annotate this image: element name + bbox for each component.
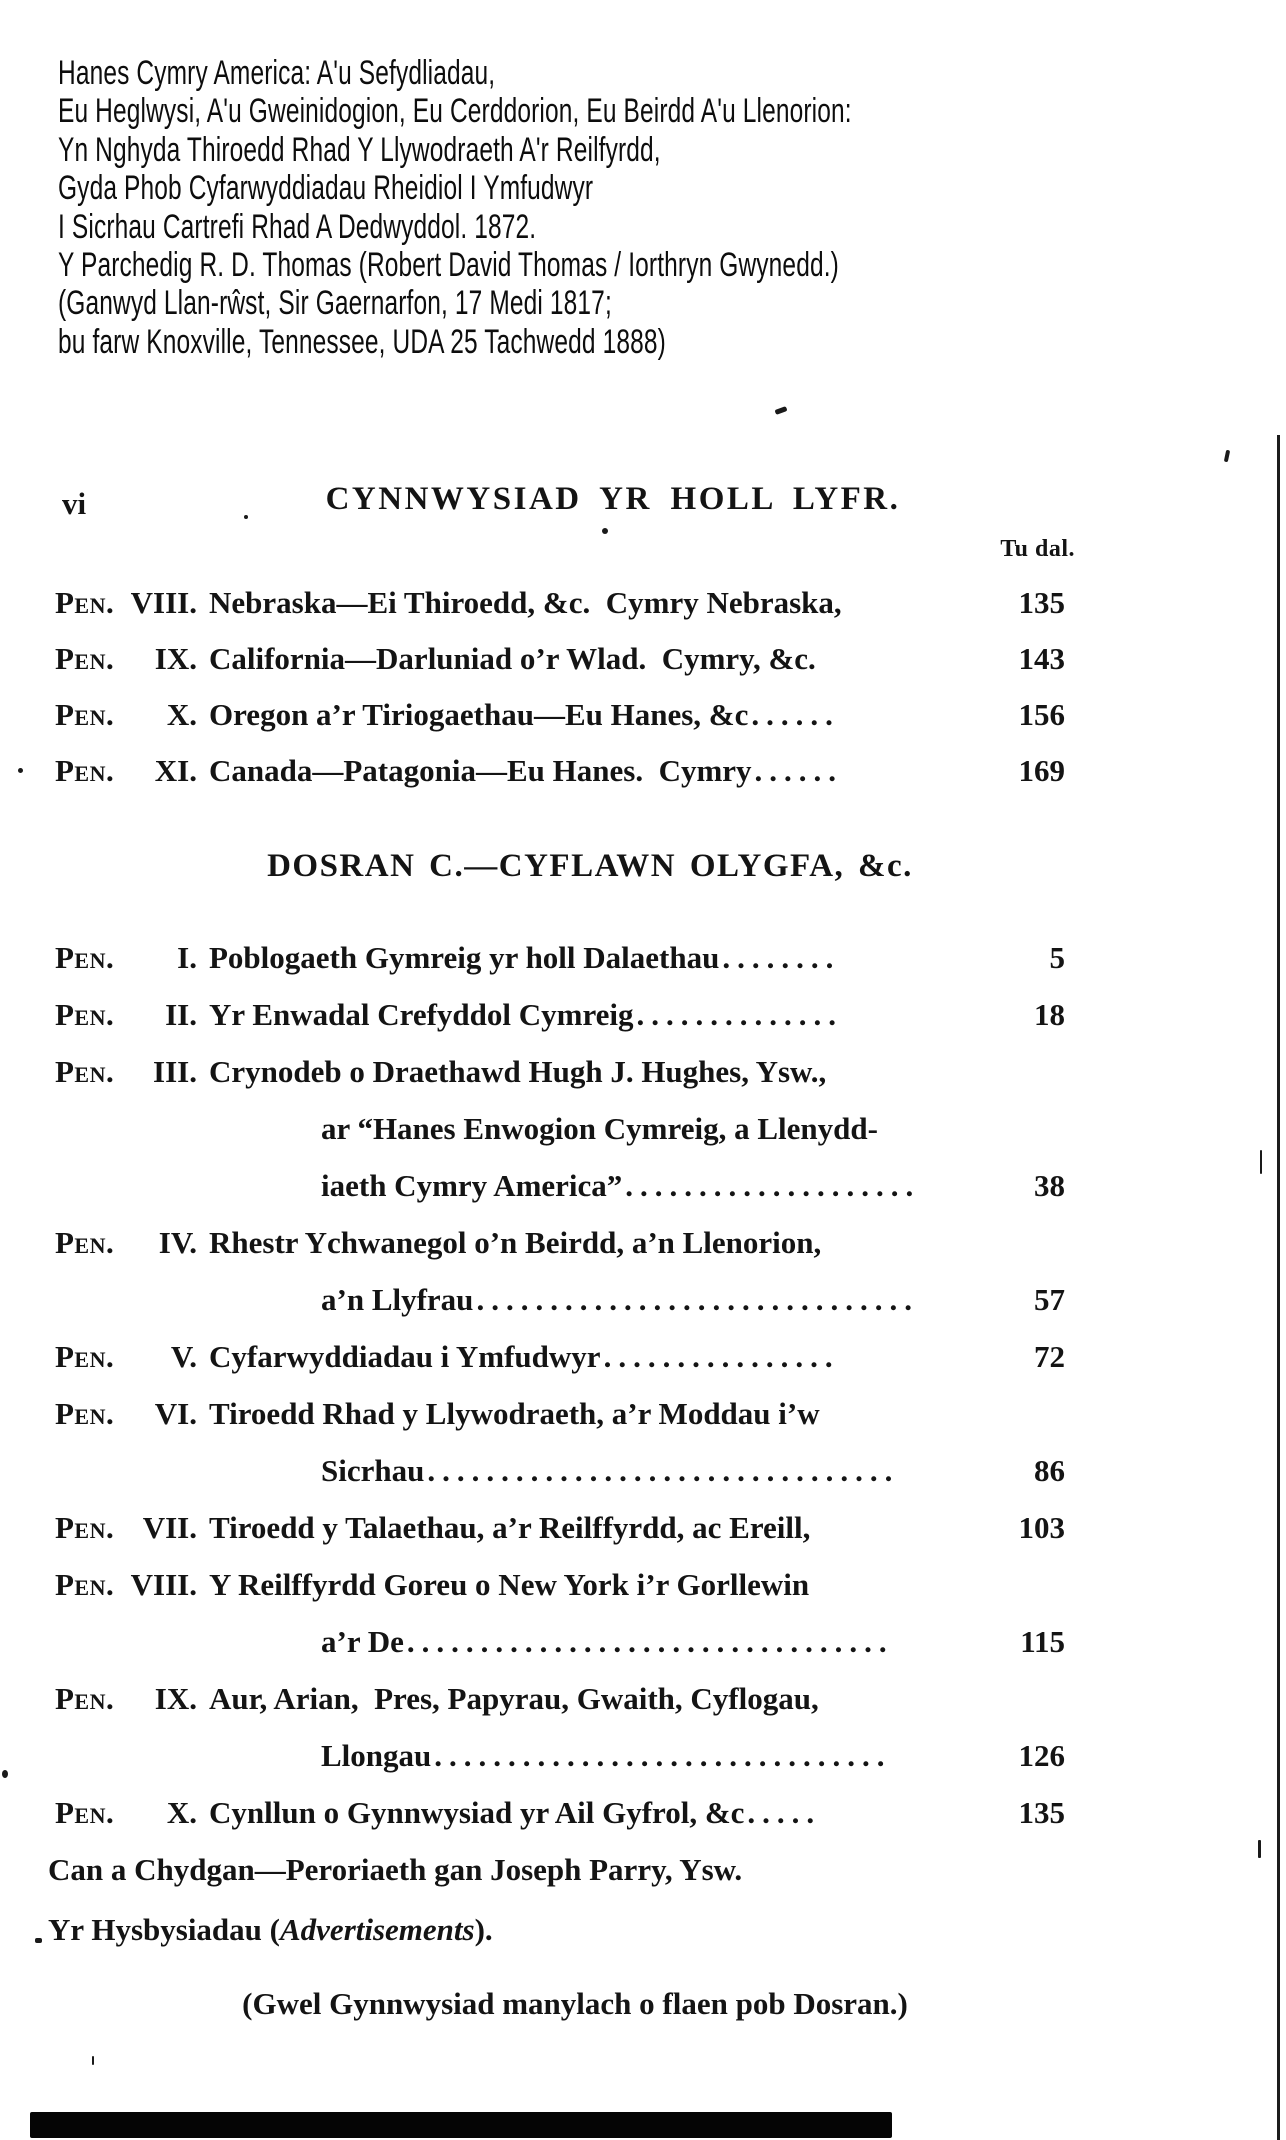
scan-bottom-bar: [30, 2112, 892, 2138]
footer-adv-prefix: Yr Hysbysiadau (: [48, 1912, 280, 1947]
dot-leader: ....................: [625, 1168, 921, 1203]
page-title: CYNNWYSIAD YR HOLL LYFR.: [325, 481, 901, 517]
toc-entry-text: [197, 697, 995, 733]
toc-entry-text: [197, 1054, 995, 1090]
header-line: (Ganwyd Llan-rŵst, Sir Gaernarfon, 17 Medi 1817;: [58, 284, 612, 323]
header-line: Y Parchedig R. D. Thomas (Robert David Thomas / Iorthryn Gwynedd.): [58, 246, 839, 285]
toc-pen-label: Pen.: [55, 641, 115, 676]
toc-row: [55, 997, 1065, 1054]
toc-row: [55, 1054, 1065, 1111]
header-line: bu farw Knoxville, Tennessee, UDA 25 Tachwedd 1888): [58, 322, 666, 361]
toc-row: [55, 940, 1065, 997]
scan-speck: [2, 1770, 8, 1778]
dot-leader: .....: [747, 1795, 822, 1830]
toc-page-number: 169: [1018, 753, 1065, 788]
dot-leader: ..............: [636, 997, 844, 1032]
toc-pen-label: Pen.: [55, 940, 115, 975]
toc-chapter-numeral: VIII.: [130, 585, 197, 620]
header-line: Gyda Phob Cyfarwyddiadau Rheidiol I Ymfudwyr: [58, 169, 594, 208]
toc-page-number: 86: [1034, 1453, 1065, 1488]
folio-number: vi: [62, 486, 87, 521]
scan-edge-line: [1277, 435, 1280, 2140]
toc-chapter-numeral: X.: [166, 697, 197, 732]
toc-chapter-numeral: VIII.: [130, 1567, 197, 1602]
toc-entry-text: [197, 1225, 995, 1261]
toc-row: [55, 1225, 1065, 1282]
toc-row: [55, 1339, 1065, 1396]
toc-entry-text: [197, 1795, 995, 1831]
toc-chapter-numeral: VI.: [154, 1396, 197, 1431]
toc-entry-text: [197, 1282, 995, 1318]
scan-speck: [35, 1938, 42, 1943]
toc-page-number: 103: [1018, 1510, 1065, 1545]
toc-page-number: 72: [1034, 1339, 1065, 1374]
scan-speck: [1224, 450, 1230, 463]
toc-entry-text: [197, 1396, 995, 1432]
dot-leader: ........: [722, 940, 841, 975]
toc-row: [55, 1681, 1065, 1738]
toc-pen-label: Pen.: [55, 1510, 115, 1545]
toc-pen-label: Pen.: [55, 997, 115, 1032]
toc-entry-title: Nebraska—Ei Thiroedd, &c. Cymry Nebraska,: [209, 585, 842, 620]
toc-row: [55, 1111, 1065, 1168]
toc-entry-title: Tiroedd Rhad y Llywodraeth, a’r Moddau i’w: [209, 1396, 820, 1431]
header-line: Hanes Cymry America: A'u Sefydliadau,: [58, 54, 496, 92]
footer-song-line: Can a Chydgan—Peroriaeth gan Joseph Parry, Ysw.: [48, 1852, 743, 1887]
toc-row: [55, 697, 1065, 753]
scan-speck: [244, 515, 248, 519]
toc-entry-title: Cynllun o Gynnwysiad yr Ail Gyfrol, &c: [209, 1795, 745, 1830]
toc-entry-text: [197, 1111, 995, 1147]
toc-entry-title: Yr Enwadal Crefyddol Cymreig: [209, 997, 634, 1032]
footer-note-line: (Gwel Gynnwysiad manylach o flaen pob Dosran.): [242, 1986, 908, 2021]
toc-chapter-numeral: X.: [166, 1795, 197, 1830]
toc-entry-text: [197, 1168, 995, 1204]
toc-row: [55, 1282, 1065, 1339]
toc-entry-text: [197, 1738, 995, 1774]
toc-entry-title: Y Reilffyrdd Goreu o New York i’r Gorllewin: [209, 1567, 810, 1602]
toc-entry-title: iaeth Cymry America”: [321, 1168, 623, 1203]
toc-entry-text: [197, 1510, 995, 1546]
toc-pen-label: Pen.: [55, 753, 115, 788]
toc-row: [55, 1567, 1065, 1624]
toc-entry-text: [197, 997, 995, 1033]
toc-page-number: 126: [1018, 1738, 1065, 1773]
toc-entry-title: Canada—Patagonia—Eu Hanes. Cymry: [209, 753, 752, 788]
page-column-label: Tu dal.: [1000, 536, 1075, 562]
toc-entry-text: [197, 1624, 995, 1660]
toc-entry-text: [197, 940, 995, 976]
toc-chapter-numeral: IV.: [158, 1225, 197, 1260]
toc-entry-title: a’n Llyfrau: [321, 1282, 474, 1317]
toc-entry-title: Aur, Arian, Pres, Papyrau, Gwaith, Cyflogau,: [209, 1681, 819, 1716]
toc-page-number: 143: [1018, 641, 1065, 676]
toc-row: [55, 1795, 1065, 1852]
dot-leader: ......: [751, 697, 840, 732]
toc-pen-label: Pen.: [55, 1567, 115, 1602]
toc-entry-title: Poblogaeth Gymreig yr holl Dalaethau: [209, 940, 720, 975]
dot-leader: .................................: [406, 1624, 894, 1659]
toc-pen-label: Pen.: [55, 585, 115, 620]
header-line: Yn Nghyda Thiroedd Rhad Y Llywodraeth A'r Reilfyrdd,: [58, 130, 661, 169]
toc-row: [55, 1738, 1065, 1795]
toc-page-number: 156: [1018, 697, 1065, 732]
scan-speck: [775, 406, 788, 415]
toc-page-number: 38: [1034, 1168, 1065, 1203]
toc-entry-title: Crynodeb o Draethawd Hugh J. Hughes, Ysw.,: [209, 1054, 827, 1089]
scan-speck: [1258, 1840, 1261, 1858]
toc-pen-label: Pen.: [55, 1396, 115, 1431]
toc-row: [55, 1396, 1065, 1453]
toc-chapter-numeral: V.: [170, 1339, 197, 1374]
toc-entry-title: Tiroedd y Talaethau, a’r Reilffyrdd, ac Ereill,: [209, 1510, 811, 1545]
footer-advertisements-line: [48, 1912, 493, 1948]
toc-page-number: 5: [1049, 940, 1065, 975]
toc-section-main: [55, 940, 1065, 1852]
toc-page-number: 18: [1034, 997, 1065, 1032]
toc-page-number: 135: [1018, 1795, 1065, 1830]
footer-adv-italic: Advertisements: [280, 1912, 475, 1947]
toc-pen-label: Pen.: [55, 1054, 115, 1089]
scan-speck: [18, 768, 23, 773]
toc-entry-text: [197, 1681, 995, 1717]
toc-row: [55, 585, 1065, 641]
scan-speck: [92, 2056, 94, 2065]
toc-entry-title: Oregon a’r Tiriogaethau—Eu Hanes, &c: [209, 697, 749, 732]
toc-pen-label: Pen.: [55, 1681, 115, 1716]
toc-entry-title: Llongau: [321, 1738, 432, 1773]
toc-entry-text: [197, 585, 995, 621]
toc-pen-label: Pen.: [55, 1339, 115, 1374]
toc-chapter-numeral: I.: [177, 940, 197, 975]
toc-entry-text: [197, 641, 995, 677]
toc-chapter-numeral: II.: [165, 997, 197, 1032]
toc-row: [55, 1624, 1065, 1681]
footer-adv-suffix: ).: [474, 1912, 493, 1947]
toc-pen-label: Pen.: [55, 1225, 115, 1260]
toc-page-number: 115: [1020, 1624, 1065, 1659]
toc-chapter-numeral: III.: [153, 1054, 197, 1089]
header-line: Eu Heglwysi, A'u Gweinidogion, Eu Cerddorion, Eu Beirdd A'u Llenorion:: [58, 92, 852, 131]
dot-leader: ......: [754, 753, 844, 788]
toc-entry-title: Rhestr Ychwanegol o’n Beirdd, a’n Llenorion,: [209, 1225, 822, 1260]
toc-entry-text: [197, 1339, 995, 1375]
toc-entry-text: [197, 753, 995, 789]
scan-speck: [1260, 1150, 1262, 1174]
toc-entry-title: a’r De: [321, 1624, 404, 1659]
toc-chapter-numeral: IX.: [154, 1681, 197, 1716]
toc-entry-title: Cyfarwyddiadau i Ymfudwyr: [209, 1339, 601, 1374]
toc-row: [55, 1453, 1065, 1510]
dot-leader: ................: [603, 1339, 840, 1374]
dot-leader: ...............................: [434, 1738, 892, 1773]
toc-chapter-numeral: XI.: [154, 753, 197, 788]
toc-pen-label: Pen.: [55, 697, 115, 732]
dot-leader: ................................: [427, 1453, 900, 1488]
toc-section-top: [55, 585, 1065, 809]
toc-row: [55, 1510, 1065, 1567]
toc-entry-title: Sicrhau: [321, 1453, 425, 1488]
toc-entry-text: [197, 1453, 995, 1489]
toc-page-number: 135: [1018, 585, 1065, 620]
toc-row: [55, 1168, 1065, 1225]
toc-entry-title: California—Darluniad o’r Wlad. Cymry, &c.: [209, 641, 816, 676]
section-heading: DOSRAN C.—CYFLAWN OLYGFA, &c.: [267, 848, 913, 884]
toc-entry-text: [197, 1567, 995, 1603]
toc-chapter-numeral: IX.: [154, 641, 197, 676]
toc-chapter-numeral: VII.: [142, 1510, 197, 1545]
scan-speck: [602, 528, 608, 534]
toc-entry-title: ar “Hanes Enwogion Cymreig, a Llenydd-: [321, 1111, 878, 1146]
toc-page-number: 57: [1034, 1282, 1065, 1317]
typed-metadata-header: [58, 54, 951, 361]
header-line: I Sicrhau Cartrefi Rhad A Dedwyddol. 1872.: [58, 207, 537, 246]
toc-row: [55, 753, 1065, 809]
toc-row: [55, 641, 1065, 697]
toc-pen-label: Pen.: [55, 1795, 115, 1830]
dot-leader: ..............................: [476, 1282, 919, 1317]
